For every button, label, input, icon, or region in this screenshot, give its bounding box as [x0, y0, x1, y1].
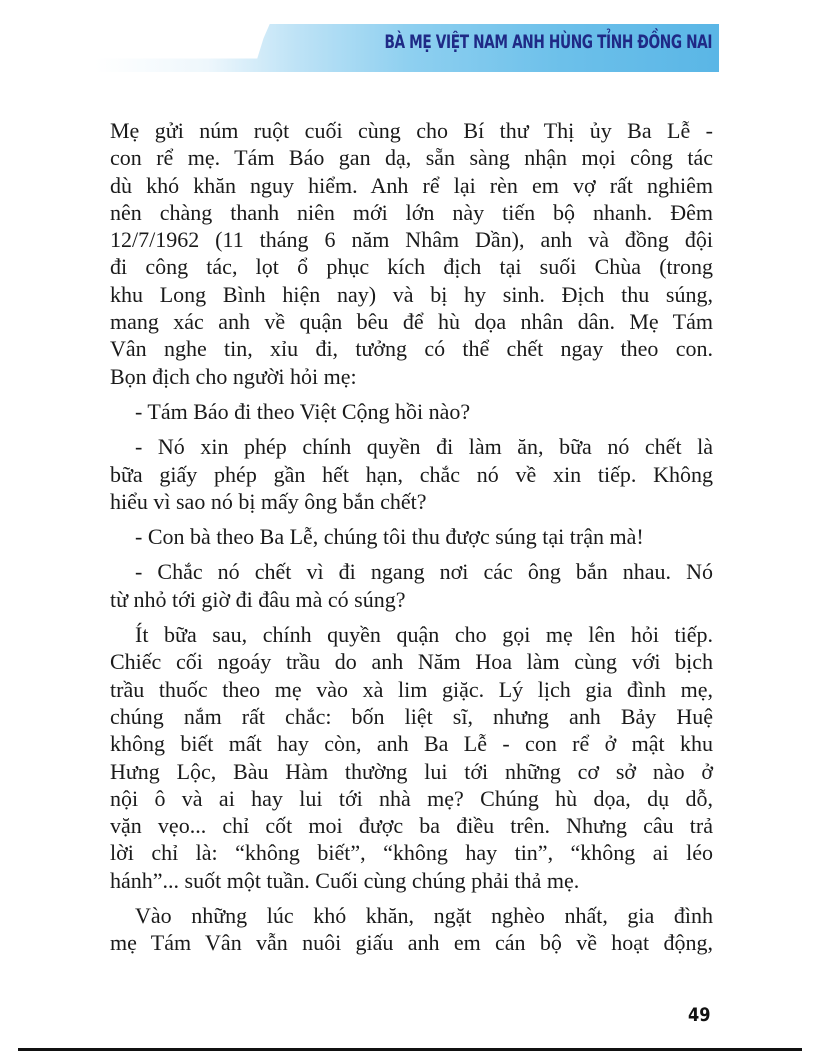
text-line: - Con bà theo Ba Lễ, chúng tôi thu được súng tại trận mà! — [135, 524, 644, 550]
running-header-title: BÀ MẸ VIỆT NAM ANH HÙNG TỈNH ĐỒNG NAI — [384, 31, 712, 53]
paragraph — [110, 433, 713, 515]
text-line: Mẹ gửi núm ruột cuối cùng cho Bí thư Thị ủy Ba Lễ - — [110, 118, 713, 143]
text-line: Chiếc cối ngoáy trầu do anh Năm Hoa làm cùng với bịch — [110, 649, 713, 675]
text-line: từ nhỏ tới giờ đi đâu mà có súng? — [110, 586, 406, 612]
text-line: đi công tác, lọt ổ phục kích địch tại suối Chùa (trong — [110, 254, 713, 280]
text-line: chúng nắm rất chắc: bốn liệt sĩ, nhưng anh Bảy Huệ — [110, 703, 713, 729]
text-line: Ít bữa sau, chính quyền quận cho gọi mẹ lên hỏi tiếp. — [135, 622, 713, 648]
text-line: Bọn địch cho người hỏi mẹ: — [110, 363, 357, 389]
paragraph — [110, 902, 713, 957]
text-line: mang xác anh về quận bêu để hù dọa nhân dân. Mẹ Tám — [110, 309, 713, 335]
text-line: - Tám Báo đi theo Việt Cộng hồi nào? — [135, 398, 471, 424]
paragraph — [110, 398, 713, 425]
text-line: khu Long Bình hiện nay) và bị hy sinh. Địch thu súng, — [110, 281, 713, 307]
paragraph — [110, 558, 713, 613]
text-line: 12/7/1962 (11 tháng 6 năm Nhâm Dần), anh và đồng đội — [110, 227, 713, 253]
paragraph — [110, 523, 713, 550]
page-number: 49 — [688, 1004, 711, 1026]
text-line: Hưng Lộc, Bàu Hàm thường lui tới những cơ sở nào ở — [110, 758, 713, 784]
text-line: Vân nghe tin, xỉu đi, tưởng có thể chết ngay theo con. — [110, 336, 713, 362]
bottom-rule — [18, 1048, 802, 1051]
text-line: - Nó xin phép chính quyền đi làm ăn, bữa nó chết là — [135, 434, 713, 460]
text-line: lời chỉ là: “không biết”, “không hay tin”, “không ai léo — [110, 840, 713, 866]
text-line: Vào những lúc khó khăn, ngặt nghèo nhất, gia đình — [135, 903, 713, 929]
text-line: - Chắc nó chết vì đi ngang nơi các ông bắn nhau. Nó — [135, 559, 713, 585]
text-line: dù khó khăn nguy hiểm. Anh rể lại rèn em vợ rất nghiêm — [110, 172, 713, 198]
paragraph — [110, 117, 713, 390]
paragraph — [110, 621, 713, 894]
text-line: nội ô và ai hay lui tới nhà mẹ? Chúng hù dọa, dụ dỗ, — [110, 785, 713, 811]
text-line: mẹ Tám Vân vẫn nuôi giấu anh em cán bộ về hoạt động, — [110, 930, 713, 956]
text-line: con rể mẹ. Tám Báo gan dạ, sẵn sàng nhận mọi công tác — [110, 145, 713, 171]
text-line: bữa giấy phép gần hết hạn, chắc nó về xin tiếp. Không — [110, 461, 713, 487]
text-line: hiểu vì sao nó bị mấy ông bắn chết? — [110, 488, 427, 514]
text-line: trầu thuốc theo mẹ vào xà lim giặc. Lý lịch gia đình mẹ, — [110, 676, 713, 702]
body-text — [110, 117, 713, 965]
text-line: vặn vẹo... chỉ cốt moi được ba điều trên. Nhưng câu trả — [110, 813, 713, 839]
text-line: không biết mất hay còn, anh Ba Lễ - con rể ở mật khu — [110, 731, 713, 757]
text-line: nên chàng thanh niên mới lớn này tiến bộ nhanh. Đêm — [110, 199, 713, 225]
text-line: hánh”... suốt một tuần. Cuối cùng chúng phải thả mẹ. — [110, 867, 580, 893]
